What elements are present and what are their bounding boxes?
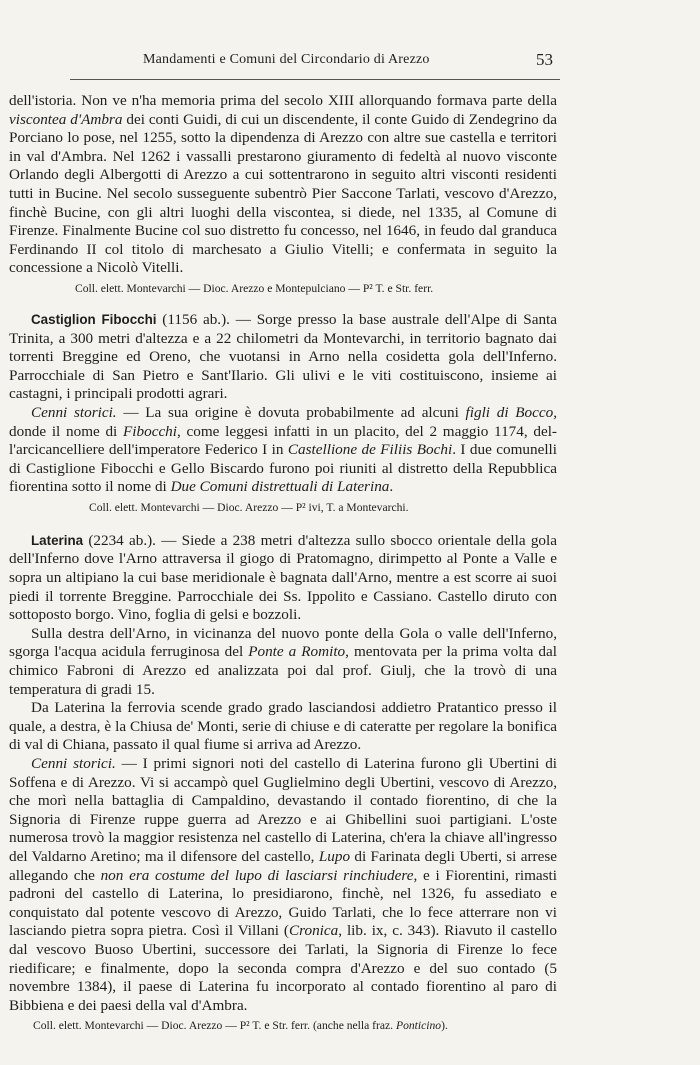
castiglion-paragraph: Castiglion Fibocchi (1156 ab.). — Sorge presso la base australe dell'Alpe di Santa Trinita, a 300 metri d'altezza e a 22 chilometri da Montevarchi, in territorio bagnato dai torrenti Breggine ed Oreno, che vuotansi in Arno nella cosidetta gola dell'Inferno. Parrocchiale di San Pietro e Sant'Ilario. Gli ulivi e le viti costituiscono, insieme ai castagni, i principali prodotti agrari. (9, 310, 558, 403)
bucine-paragraph: dell'istoria. Non ve n'ha memoria prima del secolo XIII allorquando formava parte della viscontea d'Ambra dei conti Guidi, di cui un discendente, il conte Guido di Zendegrino da Porciano lo pose, nel 1255, sotto la dipendenza di Arezzo con altre sue castella e territori in val d'Ambra. Nel 1262 i vassalli prestarono giuramento di fedeltà al nuovo visconte Orlando degli Albergotti di Arezzo a cui sottentrarono in seguito altri visconti residenti tutti in Bucine. Nel secolo susseguente subentrò Pier Saccone Tarlati, vescovo d'Arezzo, finchè Bucine, con gli altri luoghi della viscontea, si diede, nel 1335, al Comune di Firenze. Finalmente Bucine col suo distretto fu concesso, nel 1646, in feudo dal granduca Ferdinando II col titolo di marchesato a Giulio Vitelli; e confermata in seguito la concessione a Nicolò Vitelli. (9, 92, 557, 277)
body-text (9, 92, 557, 1033)
laterina-cenni-paragraph: Cenni storici. — I primi signori noti del castello di Laterina furono gli Ubertini di Soffena e di Arezzo. Vi si accampò quel Guglielmino degli Ubertini, vescovo di Arezzo, che morì nella battaglia di Campaldino, devastando il contado fiorentino, di che la Signoria di Firenze ruppe guerra ad Arezzo e ai Ghibellini suoi partigiani. L'oste numerosa trovò la maggior resistenza nel castello di Laterina, ch'era la chiave all'ingresso del Valdarno Aretino; ma il difensore del castello, Lupo di Farinata degli Uberti, si arrese allegando che non era costume del lupo di lasciarsi rinchiudere, e i Fiorentini, rimasti padroni del castello di Laterina, lo presidiarono, finchè, nel 1326, fu assediato e conquistato dal potente vescovo di Arezzo, Guido Tarlati, che lo fece atterrare non vi lasciando pietra sopra pietra. Così il Villani (Cronica, lib. ix, c. 343). Riavuto il castello dal vescovo Buoso Ubertini, successore dei Tarlati, la Signoria di Firenze lo fece riedificare; e finalmente, dopo la seconda compra d'Arezzo e del suo contado (5 novembre 1384), il paese di Laterina fu incorporato al contado fiorentino al paro di Bibbiena e dei paesi della val d'Ambra. (9, 755, 558, 1014)
entry-heading-laterina: Laterina (31, 532, 84, 548)
entry-heading-castiglion: Castiglion Fibocchi (31, 311, 157, 327)
page-header (0, 50, 700, 72)
bucine-coll-line: Coll. elett. Montevarchi — Dioc. Arezzo e Montepulciano — P² T. e Str. ferr. (75, 281, 434, 295)
laterina-paragraph: Laterina (2234 ab.). — Siede a 238 metri d'altezza sullo sbocco orientale della gola dell'Inferno dove l'Arno attraversa il giogo di Pratomagno, dirimpetto al Ponte a Valle e sopra un altipiano la cui base meridionale è bagnata dall'Arno, mentre a est scorre ai suoi piedi il torrente Breggine. Parrocchiale dei Ss. Ippolito e Cassiano. Castello diruto con sottoposto borgo. Vino, foglia di gelsi e bozzoli. (9, 531, 557, 624)
laterina-ferrovia-paragraph: Da Laterina la ferrovia scende grado grado lasciandosi addietro Pratantico presso il quale, a destra, è la Chiusa de' Monti, serie di chiuse e di cateratte per regolare la bonifica di val di Chiana, passato il qual fiume si arriva ad Arezzo. (9, 699, 557, 754)
laterina-coll-line: Coll. elett. Montevarchi — Dioc. Arezzo — P² T. e Str. ferr. (anche nella fraz. Ponticino). (33, 1019, 448, 1033)
page-number: 53 (536, 50, 553, 69)
running-head: Mandamenti e Comuni del Circondario di Arezzo (143, 52, 430, 67)
header-rule (70, 79, 560, 80)
castiglion-cenni-paragraph: Cenni storici. — La sua origine è dovuta probabilmente ad alcuni figli di Bocco, donde il nome di Fibocchi, come leggesi infatti in un placito, del 2 maggio 1174, del-l'arcicancelliere dell'imperatore Federico I in Castellione de Filiis Bochi. I due comunelli di Castiglione Fibocchi e Gello Biscardo furono poi riuniti al distretto della Repubblica fiorentina sotto il nome di Due Comuni distrettuali di Laterina. (9, 403, 558, 496)
castiglion-coll-line: Coll. elett. Montevarchi — Dioc. Arezzo — P² ivi, T. a Montevarchi. (89, 500, 409, 514)
laterina-acqua-paragraph: Sulla destra dell'Arno, in vicinanza del nuovo ponte della Gola o valle dell'Inferno, sgorga l'acqua acidula ferruginosa del Ponte a Romito, mentovata per la prima volta dal chimico Fabroni di Arezzo ed analizzata poi dal prof. Giulj, che la trovò di una temperatura di gradi 15. (9, 624, 557, 698)
